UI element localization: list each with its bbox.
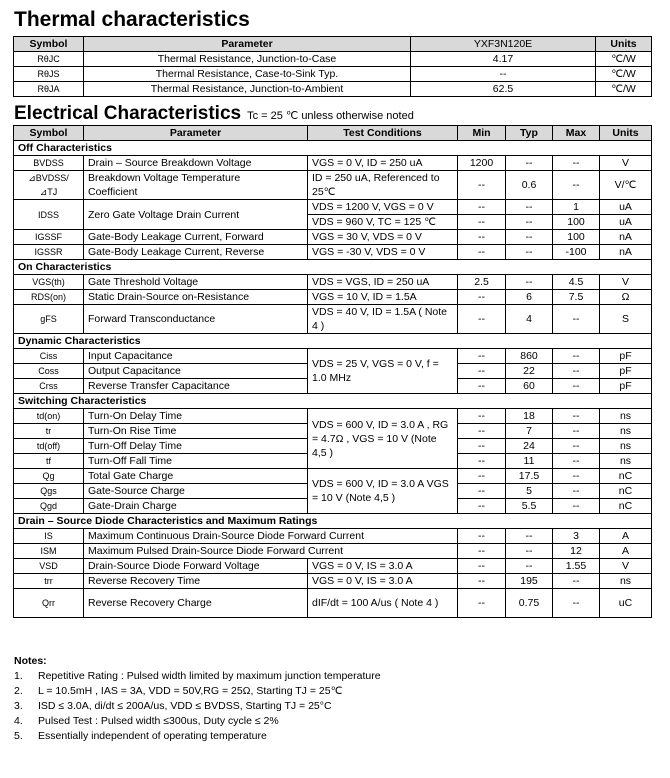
table-row — [14, 245, 652, 260]
table-row — [14, 349, 652, 364]
symbol: Qgd — [14, 499, 84, 514]
max: -- — [553, 156, 600, 171]
condition: VDS = 600 V, ID = 3.0 A , RG = 4.7Ω , VGS = 10 V (Note 4,5 ) — [308, 409, 458, 469]
unit: nC — [600, 499, 652, 514]
symbol-line: ⊿TJ — [39, 187, 58, 197]
value: 4.17 — [411, 52, 596, 67]
symbol: gFS — [14, 305, 84, 334]
min: -- — [458, 409, 506, 424]
condition: dIF/dt = 100 A/us ( Note 4 ) — [308, 589, 458, 618]
min: 1200 — [458, 156, 506, 171]
min: -- — [458, 379, 506, 394]
unit: A — [600, 544, 652, 559]
min: -- — [458, 589, 506, 618]
section-title: Drain – Source Diode Characteristics and Maximum Ratings — [14, 514, 652, 529]
table-row — [14, 230, 652, 245]
header-symbol: Symbol — [14, 126, 84, 141]
symbol: IGSSF — [14, 230, 84, 245]
unit: V — [600, 156, 652, 171]
max: -- — [553, 469, 600, 484]
min: -- — [458, 529, 506, 544]
symbol: tr — [14, 424, 84, 439]
typ: -- — [506, 529, 553, 544]
table-row — [14, 589, 652, 618]
parameter-line: Breakdown Voltage Temperature — [88, 172, 241, 184]
unit: V — [600, 559, 652, 574]
parameter: Maximum Pulsed Drain-Source Diode Forward Current — [84, 544, 458, 559]
typ: -- — [506, 559, 553, 574]
condition-line: 25℃ — [312, 186, 336, 198]
typ: -- — [506, 230, 553, 245]
max: 12 — [553, 544, 600, 559]
condition-line: ID = 250 uA, Referenced to — [312, 172, 440, 184]
table-row — [14, 529, 652, 544]
symbol: Crss — [14, 379, 84, 394]
max: 100 — [553, 215, 600, 230]
table-row — [14, 156, 652, 171]
unit: nC — [600, 484, 652, 499]
min: -- — [458, 215, 506, 230]
unit: pF — [600, 349, 652, 364]
header-min: Min — [458, 126, 506, 141]
symbol: td(off) — [14, 439, 84, 454]
table-row — [14, 559, 652, 574]
unit: ns — [600, 439, 652, 454]
typ: 11 — [506, 454, 553, 469]
unit: uC — [600, 589, 652, 618]
thermal-table — [13, 36, 652, 97]
electrical-header-row — [14, 126, 652, 141]
parameter: Thermal Resistance, Case-to-Sink Typ. — [84, 67, 411, 82]
section-header-dynamic — [14, 334, 652, 349]
parameter: Gate-Body Leakage Current, Forward — [84, 230, 308, 245]
parameter: Drain – Source Breakdown Voltage — [84, 156, 308, 171]
max: -- — [553, 484, 600, 499]
unit: V/℃ — [600, 171, 652, 200]
max: 1 — [553, 200, 600, 215]
header-parameter: Parameter — [84, 37, 411, 52]
parameter: Turn-Off Delay Time — [84, 439, 308, 454]
symbol: RDS(on) — [14, 290, 84, 305]
list-item — [14, 699, 381, 714]
condition: VGS = 0 V, ID = 250 uA — [308, 156, 458, 171]
symbol: BVDSS — [14, 156, 84, 171]
unit: nA — [600, 245, 652, 260]
thermal-header-row — [14, 37, 652, 52]
typ: 60 — [506, 379, 553, 394]
max: 100 — [553, 230, 600, 245]
unit: S — [600, 305, 652, 334]
min: -- — [458, 171, 506, 200]
temperature-condition: Tc = 25 ℃ unless otherwise noted — [247, 110, 414, 122]
parameter: Gate-Drain Charge — [84, 499, 308, 514]
symbol: VSD — [14, 559, 84, 574]
table-row — [14, 290, 652, 305]
condition: VGS = 0 V, IS = 3.0 A — [308, 574, 458, 589]
condition: VGS = 10 V, ID = 1.5A — [308, 290, 458, 305]
symbol: RθJC — [14, 52, 84, 67]
typ: -- — [506, 215, 553, 230]
condition: VDS = 600 V, ID = 3.0 A VGS = 10 V (Note 4,5 ) — [308, 469, 458, 514]
unit: uA — [600, 200, 652, 215]
max: 4.5 — [553, 275, 600, 290]
symbol: IS — [14, 529, 84, 544]
max: -- — [553, 171, 600, 200]
parameter-line: Coefficient — [88, 186, 138, 198]
condition: VDS = 1200 V, VGS = 0 V — [308, 200, 458, 215]
min: -- — [458, 559, 506, 574]
parameter: Turn-On Rise Time — [84, 424, 308, 439]
symbol: Coss — [14, 364, 84, 379]
max: -100 — [553, 245, 600, 260]
list-item — [14, 729, 381, 744]
value: -- — [411, 67, 596, 82]
notes-title: Notes: — [14, 655, 47, 667]
max: 3 — [553, 529, 600, 544]
symbol: Qgs — [14, 484, 84, 499]
unit: ns — [600, 574, 652, 589]
symbol: IDSS — [14, 200, 84, 230]
unit: ns — [600, 409, 652, 424]
parameter: Zero Gate Voltage Drain Current — [84, 200, 308, 230]
table-row — [14, 469, 652, 484]
table-row — [14, 200, 652, 215]
max: -- — [553, 379, 600, 394]
note-text: Pulsed Test : Pulsed width ≤300us, Duty cycle ≤ 2% — [38, 715, 279, 727]
typ: 0.6 — [506, 171, 553, 200]
table-row — [14, 52, 652, 67]
typ: -- — [506, 245, 553, 260]
unit: V — [600, 275, 652, 290]
symbol: td(on) — [14, 409, 84, 424]
symbol: RθJS — [14, 67, 84, 82]
parameter: Output Capacitance — [84, 364, 308, 379]
table-row — [14, 305, 652, 334]
max: -- — [553, 409, 600, 424]
unit: nA — [600, 230, 652, 245]
typ: -- — [506, 156, 553, 171]
list-item — [14, 714, 381, 729]
unit: ℃/W — [596, 52, 652, 67]
condition — [308, 171, 458, 200]
typ: 7 — [506, 424, 553, 439]
min: -- — [458, 364, 506, 379]
parameter: Input Capacitance — [84, 349, 308, 364]
table-row — [14, 275, 652, 290]
typ: 5.5 — [506, 499, 553, 514]
parameter: Forward Transconductance — [84, 305, 308, 334]
list-item — [14, 684, 381, 699]
unit: nC — [600, 469, 652, 484]
min: -- — [458, 349, 506, 364]
section-title: Dynamic Characteristics — [14, 334, 652, 349]
header-parameter: Parameter — [84, 126, 308, 141]
typ: 17.5 — [506, 469, 553, 484]
list-item — [14, 669, 381, 684]
max: 7.5 — [553, 290, 600, 305]
thermal-title: Thermal characteristics — [14, 8, 250, 31]
table-row — [14, 67, 652, 82]
unit: pF — [600, 364, 652, 379]
note-text: L = 10.5mH , IAS = 3A, VDD = 50V,RG = 25Ω, Starting TJ = 25℃ — [38, 685, 343, 697]
typ: 4 — [506, 305, 553, 334]
symbol: tf — [14, 454, 84, 469]
table-row — [14, 409, 652, 424]
max: -- — [553, 349, 600, 364]
min: -- — [458, 424, 506, 439]
parameter: Reverse Transfer Capacitance — [84, 379, 308, 394]
symbol: Qrr — [14, 589, 84, 618]
min: -- — [458, 290, 506, 305]
max: -- — [553, 305, 600, 334]
note-number: 3. — [14, 700, 23, 712]
typ: 195 — [506, 574, 553, 589]
min: -- — [458, 574, 506, 589]
max: -- — [553, 454, 600, 469]
section-title: Off Characteristics — [14, 141, 652, 156]
parameter: Gate-Source Charge — [84, 484, 308, 499]
symbol: Ciss — [14, 349, 84, 364]
min: -- — [458, 469, 506, 484]
section-header-diode — [14, 514, 652, 529]
electrical-title-text: Electrical Characteristics — [14, 103, 242, 124]
min: -- — [458, 544, 506, 559]
symbol: trr — [14, 574, 84, 589]
header-symbol: Symbol — [14, 37, 84, 52]
symbol: Qg — [14, 469, 84, 484]
condition: VDS = 25 V, VGS = 0 V, f = 1.0 MHz — [308, 349, 458, 394]
min: -- — [458, 499, 506, 514]
unit: ns — [600, 454, 652, 469]
typ: 5 — [506, 484, 553, 499]
note-number: 5. — [14, 730, 23, 742]
header-test-conditions: Test Conditions — [308, 126, 458, 141]
typ: 6 — [506, 290, 553, 305]
max: -- — [553, 499, 600, 514]
unit: ℃/W — [596, 67, 652, 82]
min: 2.5 — [458, 275, 506, 290]
symbol: VGS(th) — [14, 275, 84, 290]
electrical-title — [14, 103, 414, 125]
symbol: IGSSR — [14, 245, 84, 260]
parameter: Reverse Recovery Charge — [84, 589, 308, 618]
note-number: 2. — [14, 685, 23, 697]
unit: ns — [600, 424, 652, 439]
parameter: Reverse Recovery Time — [84, 574, 308, 589]
header-max: Max — [553, 126, 600, 141]
typ: 22 — [506, 364, 553, 379]
parameter: Turn-On Delay Time — [84, 409, 308, 424]
header-typ: Typ — [506, 126, 553, 141]
section-header-on — [14, 260, 652, 275]
condition: VDS = VGS, ID = 250 uA — [308, 275, 458, 290]
typ: 860 — [506, 349, 553, 364]
notes — [14, 654, 381, 744]
max: -- — [553, 589, 600, 618]
typ: -- — [506, 200, 553, 215]
table-row — [14, 171, 652, 200]
symbol: ISM — [14, 544, 84, 559]
unit: ℃/W — [596, 82, 652, 97]
note-number: 1. — [14, 670, 23, 682]
table-row — [14, 82, 652, 97]
note-text: Repetitive Rating : Pulsed width limited by maximum junction temperature — [38, 670, 381, 682]
parameter: Thermal Resistance, Junction-to-Ambient — [84, 82, 411, 97]
unit: uA — [600, 215, 652, 230]
table-row — [14, 574, 652, 589]
note-text: ISD ≤ 3.0A, di/dt ≤ 200A/us, VDD ≤ BVDSS, Starting TJ = 25°C — [38, 700, 332, 712]
header-units: Units — [596, 37, 652, 52]
min: -- — [458, 439, 506, 454]
symbol-line: ⊿BVDSS/ — [28, 173, 69, 183]
max: -- — [553, 364, 600, 379]
parameter: Gate Threshold Voltage — [84, 275, 308, 290]
max: 1.55 — [553, 559, 600, 574]
typ: 0.75 — [506, 589, 553, 618]
max: -- — [553, 574, 600, 589]
min: -- — [458, 230, 506, 245]
typ: -- — [506, 544, 553, 559]
condition: VDS = 40 V, ID = 1.5A ( Note 4 ) — [308, 305, 458, 334]
typ: -- — [506, 275, 553, 290]
symbol — [14, 171, 84, 200]
note-text: Essentially independent of operating temperature — [38, 730, 267, 742]
min: -- — [458, 305, 506, 334]
value: 62.5 — [411, 82, 596, 97]
unit: Ω — [600, 290, 652, 305]
condition: VGS = 30 V, VDS = 0 V — [308, 230, 458, 245]
parameter — [84, 171, 308, 200]
header-units: Units — [600, 126, 652, 141]
section-title: Switching Characteristics — [14, 394, 652, 409]
parameter: Static Drain-Source on-Resistance — [84, 290, 308, 305]
parameter: Turn-Off Fall Time — [84, 454, 308, 469]
min: -- — [458, 484, 506, 499]
section-header-off — [14, 141, 652, 156]
typ: 24 — [506, 439, 553, 454]
electrical-table — [13, 125, 652, 618]
min: -- — [458, 245, 506, 260]
unit: A — [600, 529, 652, 544]
condition: VGS = -30 V, VDS = 0 V — [308, 245, 458, 260]
parameter: Total Gate Charge — [84, 469, 308, 484]
typ: 18 — [506, 409, 553, 424]
unit: pF — [600, 379, 652, 394]
min: -- — [458, 200, 506, 215]
condition: VGS = 0 V, IS = 3.0 A — [308, 559, 458, 574]
header-part-number: YXF3N120E — [411, 37, 596, 52]
max: -- — [553, 439, 600, 454]
parameter: Maximum Continuous Drain-Source Diode Forward Current — [84, 529, 458, 544]
parameter: Gate-Body Leakage Current, Reverse — [84, 245, 308, 260]
symbol: RθJA — [14, 82, 84, 97]
section-title: On Characteristics — [14, 260, 652, 275]
note-number: 4. — [14, 715, 23, 727]
table-row — [14, 544, 652, 559]
parameter: Drain-Source Diode Forward Voltage — [84, 559, 308, 574]
condition: VDS = 960 V, TC = 125 ℃ — [308, 215, 458, 230]
parameter: Thermal Resistance, Junction-to-Case — [84, 52, 411, 67]
max: -- — [553, 424, 600, 439]
min: -- — [458, 454, 506, 469]
section-header-switching — [14, 394, 652, 409]
